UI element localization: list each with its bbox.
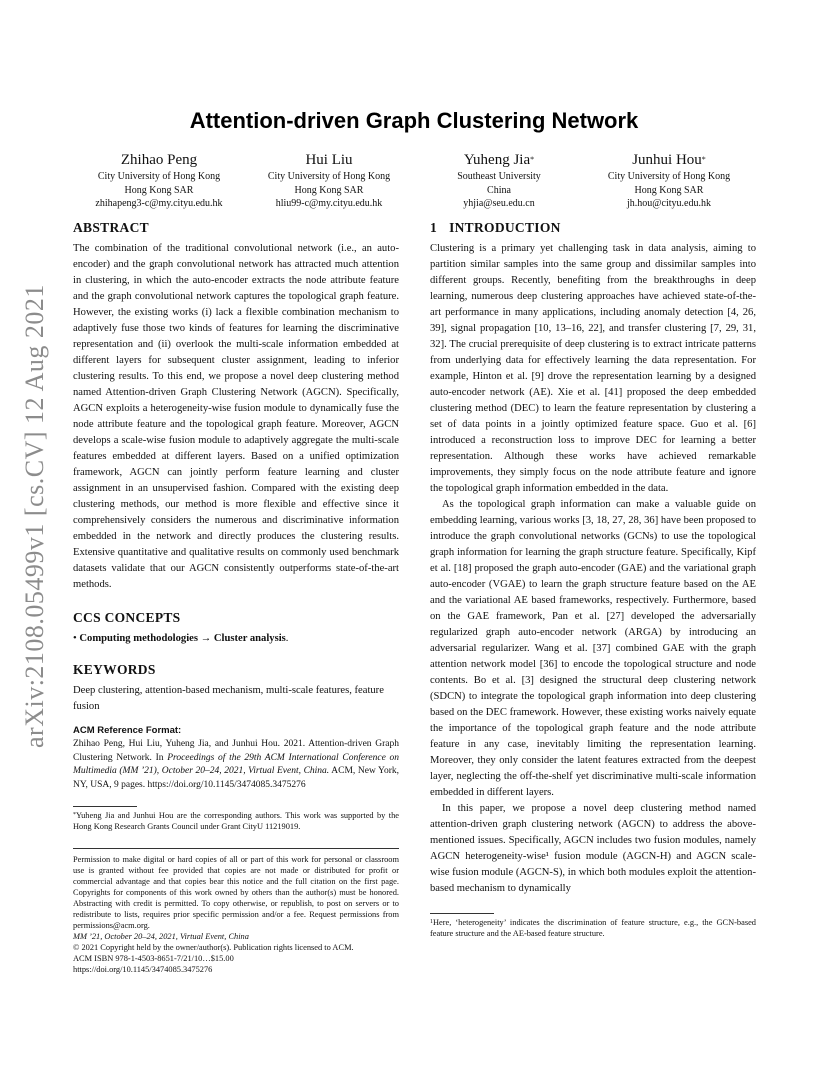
arxiv-watermark — [12, 270, 52, 750]
author-email[interactable]: jh.hou@cityu.edu.hk — [627, 198, 711, 209]
author-email[interactable]: hliu99-c@my.cityu.edu.hk — [275, 198, 383, 209]
abstract-text: The combination of the traditional convolutional network (i.e., an auto-encoder) and the graph convolutional network has attracted much attention in clustering, in which the auto-encoder extracts the node attribute feature and the graph convolutional network captures the topological graph feature. However, the existing works (i) lack a flexible combination mechanism to adaptively fuse those two kinds of features for learning the discriminative representation and (ii) overlook the multi-scale information embedded at different layers for subsequent cluster assignment, leading to inferior clustering results. To this end, we propose a novel deep clustering method named Attention-driven Graph Clustering Network (AGCN). Specifically, AGCN exploits a heterogeneity-wise fusion module to dynamically fuse the node attribute feature and the topological graph feature. Moreover, AGCN develops a scale-wise fusion module to adaptively aggregate the multi-scale features embedded at different layers. Based on a unified optimization framework, AGCN can jointly perform feature learning and cluster assignment in an unsupervised fashion. Compared with the existing deep clustering methods, our method is more flexible and effective since it comprehensively considers the numerous and discriminative information embedded in the network and directly produces the clustering results. Extensive quantitative and qualitative results on commonly used benchmark datasets validate that our AGCN consistently outperforms state-of-the-art methods. — [73, 243, 399, 590]
permission-copyright: © 2021 Copyright held by the owner/author(s). Publication rights licensed to ACM. — [73, 943, 354, 952]
section-number: 1 — [430, 220, 438, 235]
keywords-heading: KEYWORDS — [73, 662, 156, 677]
ccs-item — [73, 631, 399, 647]
author-affiliation: City University of Hong Kong — [97, 171, 221, 182]
footnote-mark: 1 — [430, 919, 433, 925]
reference-proceedings: Proceedings of the 29th ACM International Conference on Multimedia (MM ’21), October 20–24, 2021, Virtual Event, China. — [73, 752, 399, 776]
ccs-tail: . — [285, 633, 289, 644]
author-block — [74, 150, 754, 211]
reference-heading: ACM Reference Format: — [73, 725, 182, 736]
reference-lead: Zhihao Peng, Hui Liu, Yuheng Jia, and Junhui Hou. 2021. Attention-driven Graph Clustering Network. In — [73, 739, 399, 763]
author-affiliation: City University of Hong Kong — [267, 171, 391, 182]
author-location: Hong Kong SAR — [294, 184, 364, 196]
keywords-text: Deep clustering, attention-based mechanism, multi-scale features, feature fusion — [73, 685, 384, 712]
author-location: China — [487, 184, 511, 196]
footnote-text: Here, ‘heterogeneity’ indicates the discrimination of feature structure, e.g., the GCN-based feature structure and the AE-based feature structure. — [430, 918, 756, 938]
author-name: Yuheng Jia — [463, 152, 531, 168]
corresponding-mark: * — [701, 155, 706, 164]
permission-block — [73, 854, 399, 975]
corresponding-note-text: Yuheng Jia and Junhui Hou are the corresponding authors. This work was supported by the Hong Kong Research Grants Council under Grant CityU 11219019. — [73, 811, 399, 831]
reference-tail: ACM, New York, NY, USA, 9 pages. https://doi.org/10.1145/3474085.3475276 — [73, 766, 399, 790]
author-affiliation: Southeast University — [457, 171, 541, 182]
footnote-rule — [73, 806, 137, 807]
author-3 — [414, 150, 584, 211]
intro-paragraph-1: Clustering is a primary yet challenging task in data analysis, aiming to partition similar samples into the same group and dissimilar samples into different groups. Recently, benefiting from the breakthroughs in deep learning, numerous deep clustering approaches have achieved state-of-the-art performance in many applications, including anomaly detection [4, 26, 39], signal propagation [10, 13–16, 22], and transfer clustering [7, 29, 31, 32]. The crucial prerequisite of deep clustering is to extract intricate patterns from underlying data for effectively learning the data representation. For example, Hinton et al. [9] drove the representation learning by a designed auto-encoder network (AE). Xie et al. [41] proposed the deep embedded clustering method (DEC) to learn the feature representation by clustering a set of data points in a jointly optimized feature space. Guo et al. [6] introduced a reconstruction loss to improve DEC for learning a better representation. Although these works have achieved remarkable improvements, they simply focus on the node attribute feature and ignore the topological graph information embedded in the data. — [430, 243, 756, 494]
author-name: Zhihao Peng — [120, 152, 198, 168]
permission-text: Permission to make digital or hard copies of all or part of this work for personal or classroom use is granted without fee provided that copies are not made or distributed for profit or commercial advantage and that copies bear this notice and the full citation on the first page. Copyrights for components of this work owned by others than the author(s) must be honored. Abstracting with credit is permitted. To copy otherwise, or republish, to post on servers or to redistribute to lists, requires prior specific permission and/or a fee. Request permissions from permissions@acm.org. — [73, 855, 399, 930]
paper-title: Attention-driven Graph Clustering Network — [189, 108, 639, 133]
footnote-rule — [430, 913, 494, 914]
corresponding-note — [73, 810, 399, 832]
abstract-heading: ABSTRACT — [73, 220, 149, 235]
permission-rule — [73, 848, 399, 849]
intro-paragraph-2: As the topological graph information can make a valuable guide on embedding learning, various works [3, 18, 27, 28, 36] have been proposed to introduce the graph convolutional networks (GCNs) to use the topological graph information for learning the graph structure feature. Specifically, Kipf et al. [18] proposed the graph auto-encoder (GAE) and the variational graph auto-encoder (VGAE) to learn the graph structure feature based on the AE and the variational AE based frameworks, respectively. Furthermore, based on the GAE framework, Pan et al. [27] developed the adversarially regularized graph auto-encoder network (ARGA) by introducing an adversarial regularizer. Wang et al. [37] combined GAE with the graph attention network model [36] to encode the topological structure and node contents. Bo et al. [3] designed the structural deep clustering network (SDCN) to integrate the topological graph information into deep clustering based on the DEC framework. However, these existing works naively equate the importance of the topological graph feature and the node attribute feature in any case, inevitably limiting the representation learning. Moreover, they only consider the latent features extracted from the deepest layer, neglecting the off-the-shelf yet discriminative multi-scale information embedded in different layers. — [430, 499, 756, 798]
author-name: Hui Liu — [305, 152, 353, 168]
footnote-mark: * — [73, 812, 76, 818]
author-location: Hong Kong SAR — [634, 184, 704, 196]
section-title: INTRODUCTION — [449, 220, 561, 235]
author-email[interactable]: yhjia@seu.edu.cn — [463, 198, 535, 209]
author-2 — [244, 150, 414, 211]
introduction-heading — [430, 220, 756, 236]
author-1 — [74, 150, 244, 211]
author-4 — [584, 150, 754, 211]
author-location: Hong Kong SAR — [124, 184, 194, 196]
ccs-heading: CCS CONCEPTS — [73, 610, 181, 625]
permission-isbn: ACM ISBN 978-1-4503-8651-7/21/10…$15.00 — [73, 954, 234, 963]
arxiv-id: arXiv:2108.05499v1 [cs.CV] 12 Aug 2021 — [20, 284, 49, 748]
author-email[interactable]: zhihapeng3-c@my.cityu.edu.hk — [95, 198, 223, 209]
acm-reference — [73, 725, 399, 792]
reference-text — [73, 738, 399, 792]
intro-paragraph-3: In this paper, we propose a novel deep clustering method named attention-driven graph clustering network (AGCN) to address the above-mentioned issues. Specifically, AGCN includes two fusion modules, namely AGCN heterogeneity-wise¹ fusion module (AGCN-H) and AGCN scale-wise fusion module (AGCN-S), in which both modules exploit the attention-based mechanism to dynamically — [430, 803, 756, 894]
ccs-concept: Computing methodologies → Cluster analysis — [79, 633, 286, 644]
permission-venue — [73, 931, 399, 942]
author-affiliation: City University of Hong Kong — [607, 171, 731, 182]
permission-doi[interactable]: https://doi.org/10.1145/3474085.3475276 — [73, 965, 213, 974]
author-name: Junhui Hou — [632, 152, 702, 168]
corresponding-mark: * — [530, 155, 535, 164]
left-column — [73, 220, 399, 975]
ccs-bullet: • — [73, 633, 77, 644]
right-column — [430, 220, 756, 939]
footnote-1 — [430, 917, 756, 939]
venue-text: MM ’21, October 20–24, 2021, Virtual Event, China — [73, 932, 249, 941]
